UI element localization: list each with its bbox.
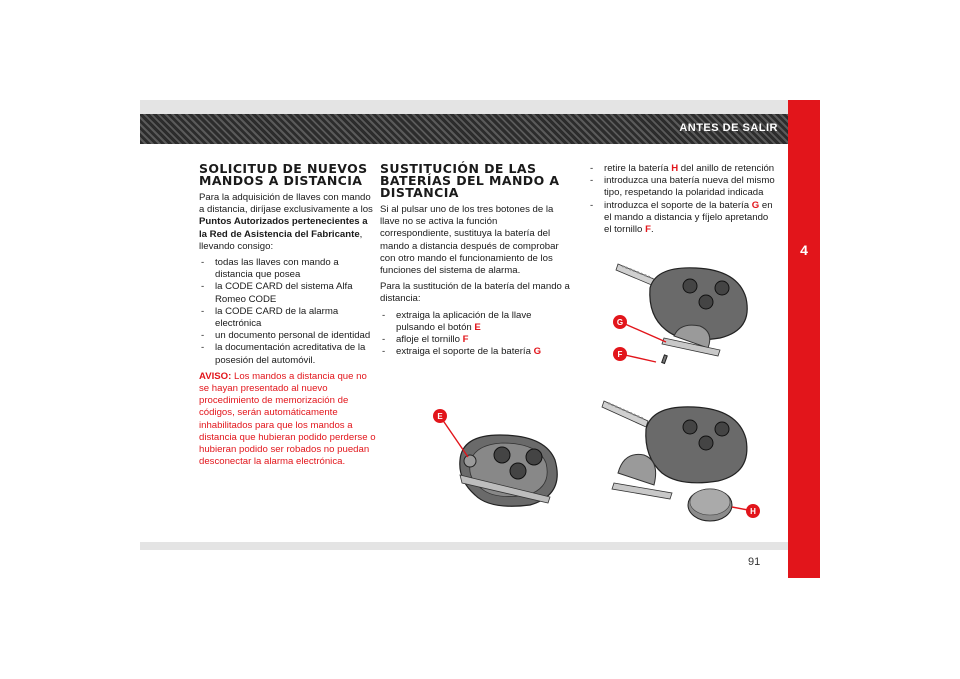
list-item: - introduzca una batería nueva del mismo tipo, respetando la polaridad indicada (588, 175, 778, 199)
list-item (380, 334, 570, 346)
step-ref: F (645, 224, 651, 236)
list-item: - un documento personal de identidad (199, 330, 377, 342)
list-item (588, 163, 778, 175)
heading-request-remotes: SOLICITUD DE NUEVOS MANDOS A DISTANCIA (199, 161, 368, 188)
figure-key-screw-support (608, 258, 783, 368)
callout-line-g (625, 324, 666, 342)
battery-procedure-intro: Para la sustitución de la batería del mando a distancia: (380, 281, 570, 305)
figure-key-release-button (430, 405, 580, 515)
bottom-rule (140, 542, 788, 550)
battery-steps-list-continued (588, 163, 778, 236)
battery-intro-paragraph: Si al pulsar uno de los tres botones de la llave no se activa la función correspondiente, sustituya la batería del mando a distancia después de comprobar con otro mando el funcionamiento de los funciones del sistema de alarma. (380, 204, 559, 277)
screw-f-illustration (662, 355, 668, 364)
list-item (588, 200, 778, 237)
key-fob-illustration (650, 268, 747, 356)
callout-e-label: E (437, 412, 443, 421)
intro-paragraph (199, 192, 377, 253)
step-ref: E (474, 321, 481, 333)
step-text: afloje el tornillo (396, 334, 463, 346)
battery-h-illustration (688, 489, 732, 521)
warning-note (199, 371, 377, 469)
warning-label: AVISO: (199, 370, 232, 382)
list-item: - la CODE CARD de la alarma electrónica (199, 306, 377, 330)
step-text: retire la batería (604, 163, 672, 174)
chapter-number: 4 (800, 242, 808, 258)
list-item: - la CODE CARD del sistema Alfa Romeo CODE (199, 281, 377, 305)
key-blade-illustration (616, 264, 656, 286)
step-text: . (650, 224, 654, 236)
step-text: extraiga la aplicación de la llave pulsando el botón (396, 309, 532, 333)
step-text: introduzca el soporte de la batería (604, 199, 752, 211)
key-blade-illustration (602, 401, 648, 427)
callout-h-label: H (750, 507, 756, 516)
section-header-title: ANTES DE SALIR (679, 122, 778, 134)
warning-text: Los mandos a distancia que no se hayan presentado al nuevo procedimiento de memorización de códigos, serán automáticamente inhabilitados para que los mandos a distancia que hubieran podido perderse o hubieran podido ser robados no puedan desconectar la alarma electrónica. (199, 370, 376, 468)
intro-text-end: , llevando consigo: (199, 228, 363, 252)
step-ref: F (462, 334, 469, 346)
column-battery-continued (588, 163, 778, 240)
intro-bold: Puntos Autorizados pertenecientes a la Red de Asistencia del Fabricante (199, 216, 368, 240)
column-battery-replacement (380, 163, 570, 362)
step-text: en el mando a distancia y fíjelo apretando el tornillo (604, 199, 773, 236)
callout-line-f (625, 355, 656, 362)
step-ref: H (671, 163, 679, 174)
key-fob-illustration (460, 435, 557, 506)
list-item (380, 346, 570, 358)
header-band (140, 114, 788, 144)
column-request-remotes (199, 163, 377, 472)
intro-text: Para la adquisición de llaves con mando a distancia, diríjase exclusivamente a los (199, 192, 373, 216)
step-ref: G (533, 346, 542, 358)
callout-g-label: G (616, 318, 624, 327)
list-item (380, 310, 570, 334)
key-fob-illustration (646, 407, 747, 483)
top-rule (140, 100, 788, 114)
callout-f-label: F (617, 350, 623, 359)
figure-key-battery (598, 395, 768, 530)
requirements-list (199, 257, 377, 367)
page-number: 91 (748, 556, 761, 568)
chapter-tab[interactable] (788, 100, 820, 578)
callout-line-e (442, 419, 468, 457)
step-ref: G (751, 199, 760, 211)
step-text: del anillo de retención (678, 163, 775, 174)
callout-line-h (732, 507, 748, 510)
heading-battery-replacement: SUSTITUCIÓN DE LAS BATERÍAS DEL MANDO A DISTANCIA (380, 161, 560, 200)
list-item: - la documentación acreditativa de la posesión del automóvil. (199, 342, 377, 366)
battery-steps-list (380, 310, 570, 359)
list-item: - todas las llaves con mando a distancia que posea (199, 257, 377, 281)
step-text: extraiga el soporte de la batería (396, 346, 534, 358)
